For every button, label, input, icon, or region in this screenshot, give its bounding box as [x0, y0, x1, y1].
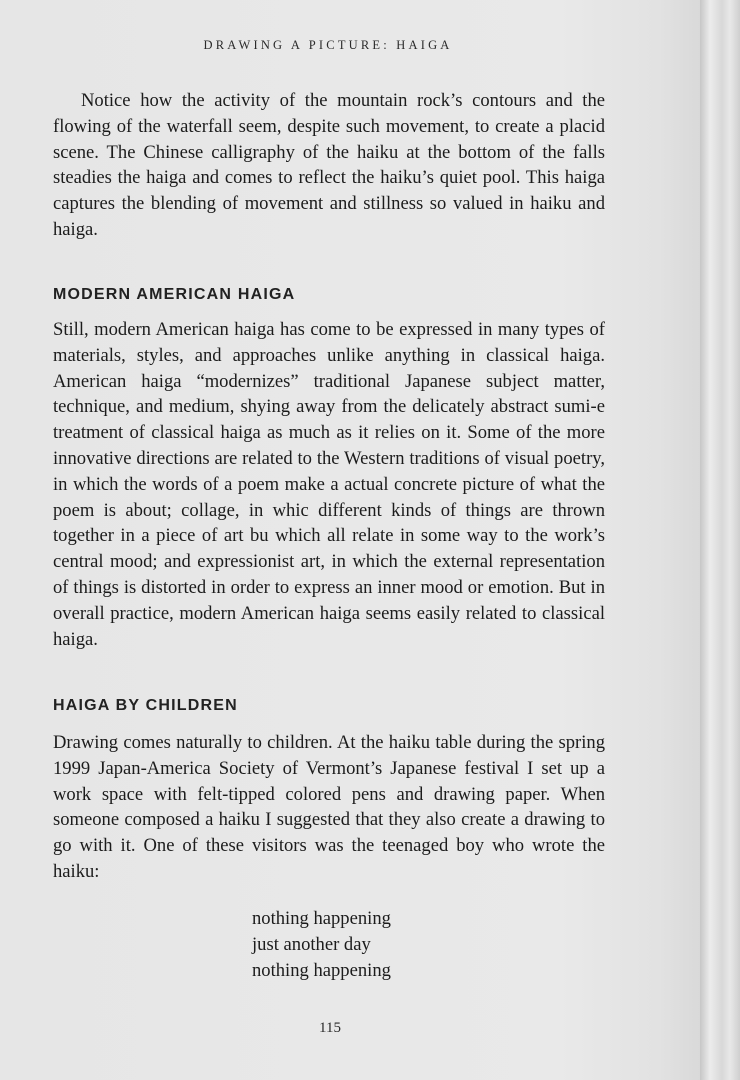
- page-number: 115: [319, 1020, 341, 1036]
- section-heading-haiga-by-children: HAIGA BY CHILDREN: [53, 697, 238, 714]
- haiku-poem: [252, 906, 391, 984]
- poem-line: just another day: [252, 934, 371, 955]
- running-head: DRAWING A PICTURE: HAIGA: [203, 38, 453, 52]
- section-paragraph-modern-american-haiga: Still, modern American haiga has come to be expressed in many types of materials, styles, and approaches unlike anything in classical haiga. American haiga “modernizes” traditional Japanese subject matter, technique, and medium, shying away from the delicately abstract sumi-e treatment of classical haiga as much as it relies on it. Some of the more innovative directions are related to the Western traditions of visual poetry, in which the words of a poem make a actual concrete picture of what the poem is about; collage, in whic different kinds of things are thrown together in a piece of art bu which all relate in some way to the work’s central mood; and expressionist art, in which the external representation of things is distorted in order to express an inner mood or emotion. But in overall practice, modern American haiga seems easily related to classical haiga.: [53, 319, 605, 650]
- poem-line: nothing happening: [252, 960, 391, 981]
- poem-line: nothing happening: [252, 908, 391, 929]
- section-heading-modern-american-haiga: MODERN AMERICAN HAIGA: [53, 286, 296, 303]
- intro-paragraph: Notice how the activity of the mountain rock’s contours and the flowing of the waterfall seem, despite such movement, to create a placid scene. The Chinese calligraphy of the haiku at the bottom of the falls steadies the haiga and comes to reflect the haiku’s quiet pool. This haiga captures the blending of movement and stillness so valued in haiku and haiga.: [53, 90, 605, 240]
- page-edge: [700, 0, 740, 1080]
- section-paragraph-haiga-by-children: Drawing comes naturally to children. At the haiku table during the spring 1999 Japan-America Society of Vermont’s Japanese festival I set up a work space with felt-tipped colored pens and drawing paper. When someone composed a haiku I suggested that they also create a drawing to go with it. One of these visitors was the teenaged boy who wrote the haiku:: [53, 732, 605, 882]
